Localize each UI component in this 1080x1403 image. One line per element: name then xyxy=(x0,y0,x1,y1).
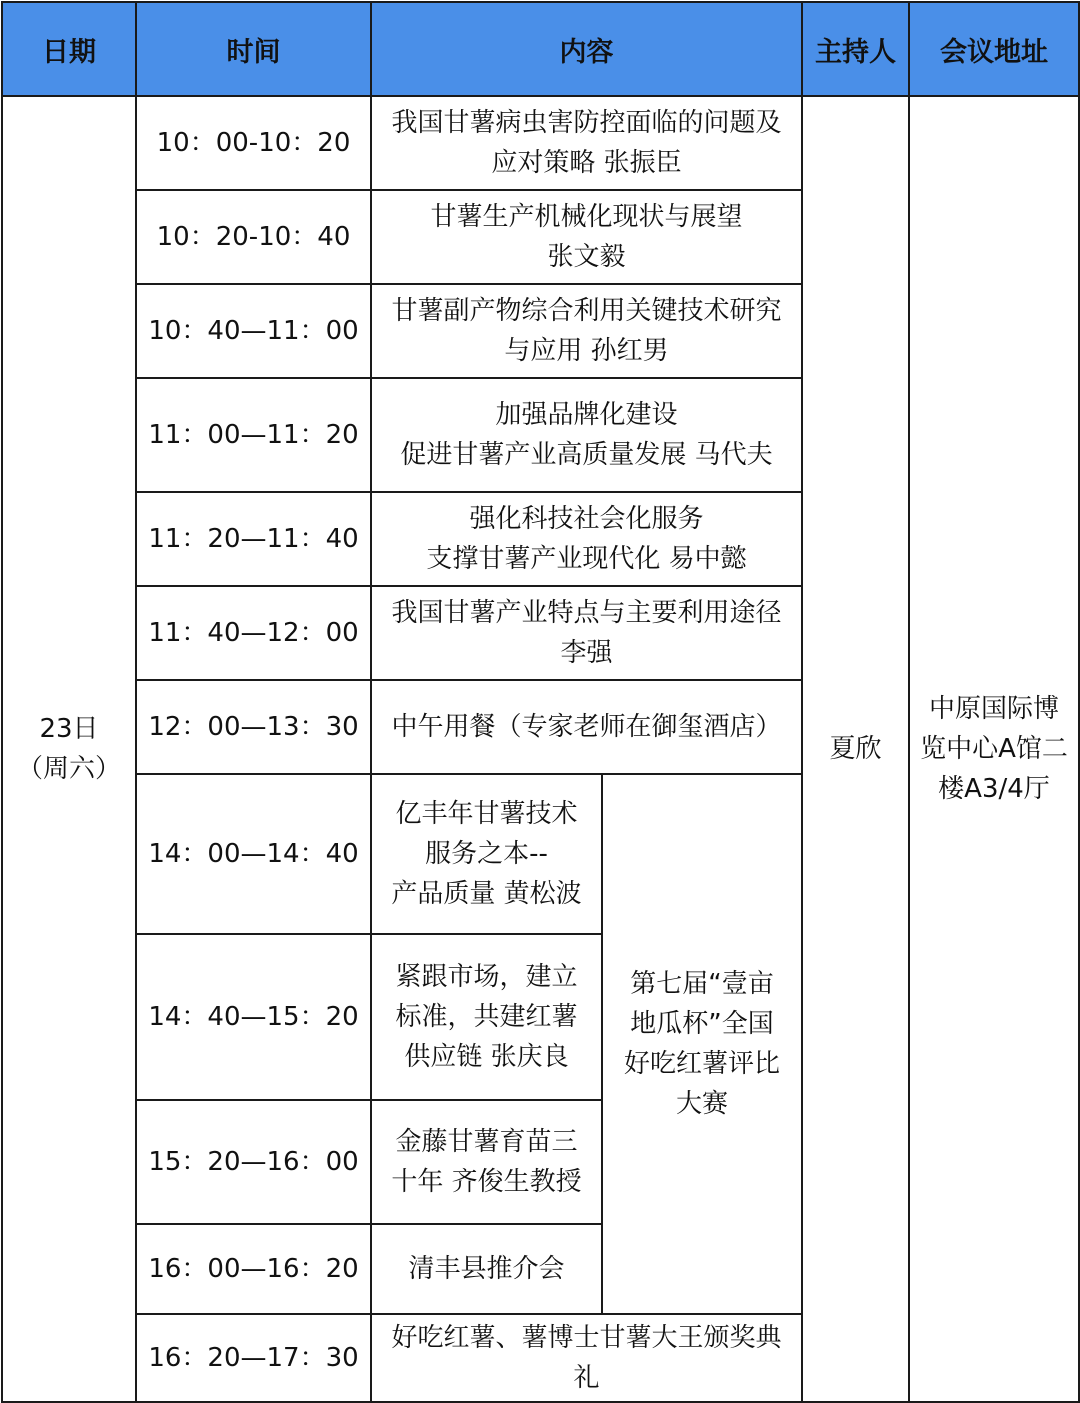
date-cell xyxy=(2,96,136,1402)
content-line: 甘薯副产物综合利用关键技术研究 xyxy=(391,296,782,326)
venue-line: 中原国际博 xyxy=(928,694,1059,724)
time-cell: 10：40—11：00 xyxy=(136,284,371,378)
content-line: 亿丰年甘薯技术 xyxy=(395,799,578,829)
content-cell xyxy=(371,1314,802,1402)
time-cell: 16：20—17：30 xyxy=(136,1314,371,1402)
content-line: 金藤甘薯育苗三 xyxy=(395,1127,578,1157)
content-line: 供应链 张庆良 xyxy=(404,1042,569,1072)
side-event-line: 大赛 xyxy=(675,1089,728,1119)
side-event-line: 好吃红薯评比 xyxy=(623,1049,780,1079)
side-event-cell xyxy=(602,774,802,1314)
header-row xyxy=(2,2,1079,96)
content-cell xyxy=(371,774,602,934)
time-cell: 11：20—11：40 xyxy=(136,492,371,586)
content-cell xyxy=(371,1224,602,1314)
header-date: 日期 xyxy=(2,2,136,96)
header-content: 内容 xyxy=(371,2,802,96)
time-cell: 11：00—11：20 xyxy=(136,378,371,492)
venue-line: 楼A3/4厅 xyxy=(938,774,1050,804)
content-line: 支撑甘薯产业现代化 易中懿 xyxy=(426,544,747,574)
content-line: 甘薯生产机械化现状与展望 xyxy=(430,202,743,232)
side-event-line: 地瓜杯”全国 xyxy=(630,1009,774,1039)
time-cell: 12：00—13：30 xyxy=(136,680,371,774)
content-line: 好吃红薯、薯博士甘薯大王颁奖典 xyxy=(391,1323,782,1353)
content-line: 加强品牌化建设 xyxy=(495,400,678,430)
content-line: 与应用 孙红男 xyxy=(504,336,669,366)
venue-cell xyxy=(909,96,1079,1402)
content-cell xyxy=(371,680,802,774)
content-line: 礼 xyxy=(573,1363,600,1393)
content-cell xyxy=(371,378,802,492)
host-cell: 夏欣 xyxy=(802,96,909,1402)
content-line: 中午用餐（专家老师在御玺酒店） xyxy=(391,712,782,742)
content-cell xyxy=(371,190,802,284)
content-line: 产品质量 黄松波 xyxy=(391,879,582,909)
content-line: 促进甘薯产业高质量发展 马代夫 xyxy=(400,440,773,470)
side-event-line: 第七届“壹亩 xyxy=(630,969,774,999)
date-weekday: （周六） xyxy=(16,754,121,784)
content-line: 张文毅 xyxy=(547,242,626,272)
content-cell xyxy=(371,934,602,1100)
content-cell xyxy=(371,1100,602,1224)
content-line: 我国甘薯病虫害防控面临的问题及 xyxy=(391,108,782,138)
content-cell xyxy=(371,586,802,680)
header-venue: 会议地址 xyxy=(909,2,1079,96)
time-cell: 14：40—15：20 xyxy=(136,934,371,1100)
content-line: 强化科技社会化服务 xyxy=(469,504,704,534)
content-line: 标准，共建红薯 xyxy=(395,1002,578,1032)
content-line: 服务之本-- xyxy=(425,839,548,869)
content-line: 李强 xyxy=(560,638,613,668)
content-line: 我国甘薯产业特点与主要利用途径 xyxy=(391,598,782,628)
time-cell: 11：40—12：00 xyxy=(136,586,371,680)
time-cell: 15：20—16：00 xyxy=(136,1100,371,1224)
date-day: 23日 xyxy=(39,714,99,744)
venue-line: 览中心A馆二 xyxy=(920,734,1068,764)
time-cell: 16：00—16：20 xyxy=(136,1224,371,1314)
schedule-table xyxy=(1,1,1080,1403)
content-cell xyxy=(371,492,802,586)
time-cell: 14：00—14：40 xyxy=(136,774,371,934)
content-line: 十年 齐俊生教授 xyxy=(391,1167,582,1197)
content-cell xyxy=(371,284,802,378)
content-line: 应对策略 张振臣 xyxy=(491,148,682,178)
content-cell xyxy=(371,96,802,190)
time-cell: 10：20-10：40 xyxy=(136,190,371,284)
header-time: 时间 xyxy=(136,2,371,96)
content-line: 紧跟市场，建立 xyxy=(395,962,578,992)
content-line: 清丰县推介会 xyxy=(408,1254,565,1284)
time-cell: 10：00-10：20 xyxy=(136,96,371,190)
header-host: 主持人 xyxy=(802,2,909,96)
table-row xyxy=(2,96,1079,190)
